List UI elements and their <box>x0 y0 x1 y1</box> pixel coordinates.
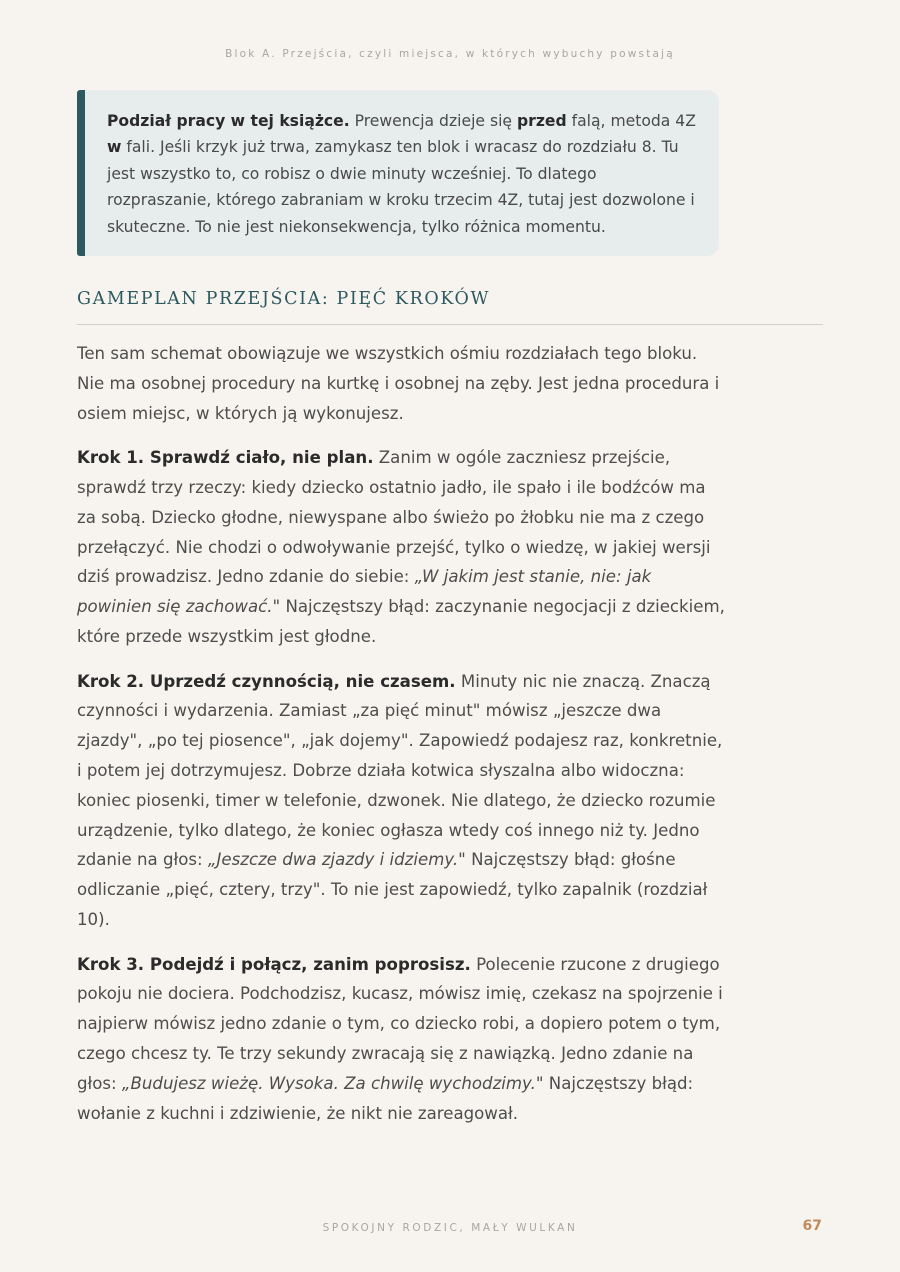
step-quote: „Budujesz wieżę. Wysoka. Za chwilę wychodzimy." <box>121 1073 544 1093</box>
step-quote: „Jeszcze dwa zjazdy i idziemy." <box>207 850 466 870</box>
step-text: Minuty nic nie znaczą. Znaczą czynności i wydarzenia. Zamiast „za pięć minut" mówisz „jeszcze dwa zjazdy", „po tej piosence", „jak dojemy". Zapowiedź podajesz raz, konkretnie, i potem jej dotrzymujesz. Dobrze działa kotwica słyszalna albo widoczna: koniec piosenki, timer w telefonie, dzwonek. Nie dlatego, że dziecko rozumie urządzenie, tylko dlatego, że koniec ogłasza wtedy coś innego niż ty. Jedno zdanie na głos: <box>77 671 723 870</box>
footer-book-title: SPOKOJNY RODZIC, MAŁY WULKAN <box>322 1222 578 1234</box>
body-text <box>77 339 727 1143</box>
step-title: Krok 1. Sprawdź ciało, nie plan. <box>77 448 374 468</box>
step-paragraph <box>77 443 727 652</box>
callout-text: fali. Jeśli krzyk już trwa, zamykasz ten blok i wracasz do rozdziału 8. Tu jest wszystko to, co robisz o dwie minuty wcześniej. To dlatego rozpraszanie, którego zabraniam w kroku trzecim 4Z, tutaj jest dozwolone i skuteczne. To nie jest niekonsekwencja, tylko różnica momentu. <box>107 138 695 236</box>
step-title: Krok 3. Podejdź i połącz, zanim poprosisz. <box>77 954 471 974</box>
step-text: Najczęstszy błąd: zaczynanie negocjacji z dzieckiem, które przede wszystkim jest głodne. <box>77 597 725 646</box>
page-number: 67 <box>802 1218 822 1234</box>
running-head: Blok A. Przejścia, czyli miejsca, w których wybuchy powstają <box>225 48 675 60</box>
step-text: Polecenie rzucone z drugiego pokoju nie dociera. Podchodzisz, kucasz, mówisz imię, czekasz na spojrzenie i najpierw mówisz jedno zdanie o tym, co dziecko robi, a dopiero potem o tym, czego chcesz ty. Te trzy sekundy zwracają się z nawiązką. Jedno zdanie na głos: <box>77 954 723 1093</box>
step-text: Zanim w ogóle zaczniesz przejście, sprawdź trzy rzeczy: kiedy dziecko ostatnio jadło, ile spało i ile bodźców ma za sobą. Dziecko głodne, niewyspane albo świeżo po żłobku nie ma z czego przełączyć. Nie chodzi o odwoływanie przejść, tylko o wiedzę, w jakiej wersji dziś prowadzisz. Jedno zdanie do siebie: <box>77 448 711 587</box>
section-title: GAMEPLAN PRZEJŚCIA: PIĘĆ KROKÓW <box>77 289 491 309</box>
step-text: Najczęstszy błąd: wołanie z kuchni i zdziwienie, że nikt nie zareagował. <box>77 1073 694 1123</box>
callout-lead: Podział pracy w tej książce. <box>107 112 350 130</box>
step-text: Najczęstszy błąd: głośne odliczanie „pięć, cztery, trzy". To nie jest zapowiedź, tylko zapalnik (rozdział 10). <box>77 850 708 929</box>
callout-emphasis: przed <box>516 112 567 130</box>
intro-paragraph: Ten sam schemat obowiązuje we wszystkich ośmiu rozdziałach tego bloku. Nie ma osobnej procedury na kurtkę i osobnej na zęby. Jest jedna procedura i osiem miejsc, w których ją wykonujesz. <box>77 344 720 423</box>
step-title: Krok 2. Uprzedź czynnością, nie czasem. <box>77 671 456 691</box>
step-paragraph <box>77 950 727 1129</box>
callout-text: Prewencja dzieje się <box>349 112 517 130</box>
section-divider <box>77 324 823 325</box>
callout-box <box>77 90 719 256</box>
callout-emphasis: w <box>107 138 122 157</box>
step-quote: „W jakim jest stanie, nie: jak powinien się zachować." <box>77 567 652 617</box>
callout-text: falą, metoda 4Z <box>566 112 696 130</box>
step-paragraph <box>77 667 727 935</box>
